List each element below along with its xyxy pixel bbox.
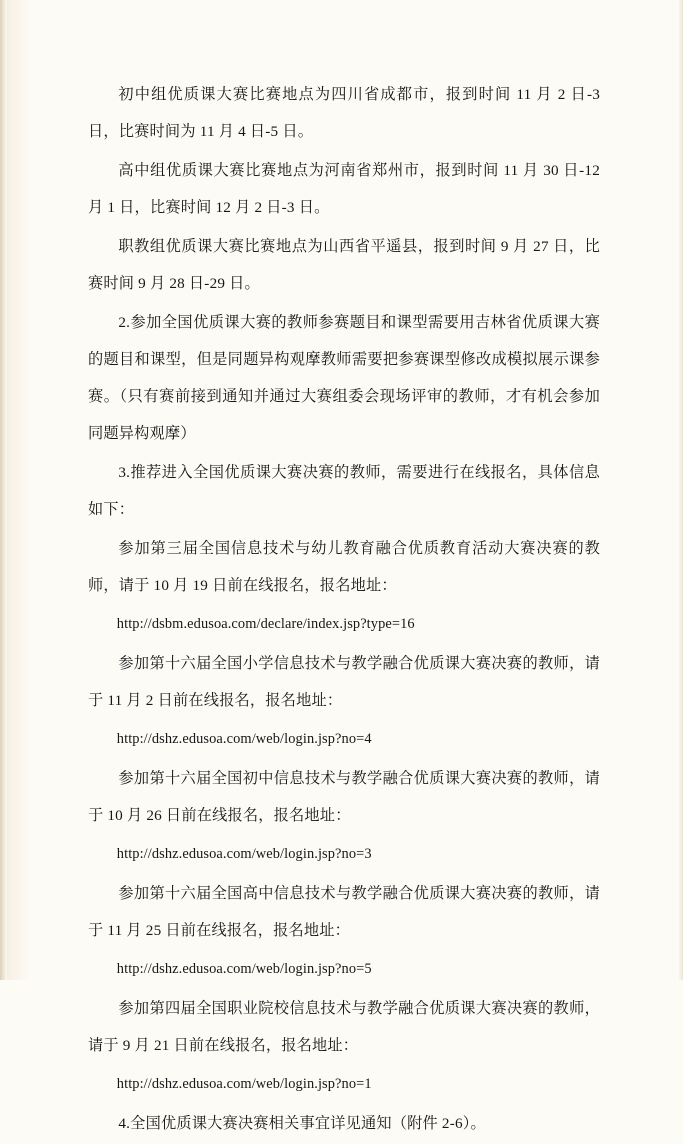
document-body — [88, 76, 600, 1144]
paragraph: 4.全国优质课大赛决赛相关事宜详见通知（附件 2-6）。 — [118, 1115, 486, 1132]
registration-url: http://dshz.edusoa.com/web/login.jsp?no=1 — [116, 1076, 372, 1092]
paragraph: 参加第十六届全国小学信息技术与教学融合优质课大赛决赛的教师，请于 11 月 2 日前在线报名，报名地址： — [88, 655, 600, 709]
paragraph: 2.参加全国优质课大赛的教师参赛题目和课型需要用吉林省优质课大赛的题目和课型，但是同题异构观摩教师需要把参赛课型修改成模拟展示课参赛。（只有赛前接到通知并通过大赛组委会现场评审的教师，才有机会参加同题异构观摩） — [88, 314, 600, 442]
registration-url: http://dshz.edusoa.com/web/login.jsp?no=4 — [116, 731, 372, 747]
registration-url: http://dshz.edusoa.com/web/login.jsp?no=5 — [116, 961, 372, 977]
registration-url: http://dsbm.edusoa.com/declare/index.jsp?type=16 — [116, 616, 415, 632]
paragraph: 参加第三届全国信息技术与幼儿教育融合优质教育活动大赛决赛的教师，请于 10 月 19 日前在线报名，报名地址： — [88, 540, 600, 594]
paragraph: 参加第十六届全国高中信息技术与教学融合优质课大赛决赛的教师，请于 11 月 25 日前在线报名，报名地址： — [88, 885, 600, 939]
paragraph: 参加第四届全国职业院校信息技术与教学融合优质课大赛决赛的教师，请于 9 月 21 日前在线报名，报名地址： — [88, 1000, 600, 1054]
paragraph: 高中组优质课大赛比赛地点为河南省郑州市，报到时间 11 月 30 日-12 月 1 日，比赛时间 12 月 2 日-3 日。 — [88, 162, 600, 216]
registration-url: http://dshz.edusoa.com/web/login.jsp?no=3 — [116, 846, 372, 862]
paragraph: 初中组优质课大赛比赛地点为四川省成都市，报到时间 11 月 2 日-3 日，比赛时间为 11 月 4 日-5 日。 — [88, 86, 600, 140]
paragraph: 3.推荐进入全国优质课大赛决赛的教师，需要进行在线报名，具体信息如下： — [88, 464, 600, 518]
paragraph: 职教组优质课大赛比赛地点为山西省平遥县，报到时间 9 月 27 日，比赛时间 9 月 28 日-29 日。 — [88, 238, 600, 292]
paragraph: 参加第十六届全国初中信息技术与教学融合优质课大赛决赛的教师，请于 10 月 26 日前在线报名，报名地址： — [88, 770, 600, 824]
